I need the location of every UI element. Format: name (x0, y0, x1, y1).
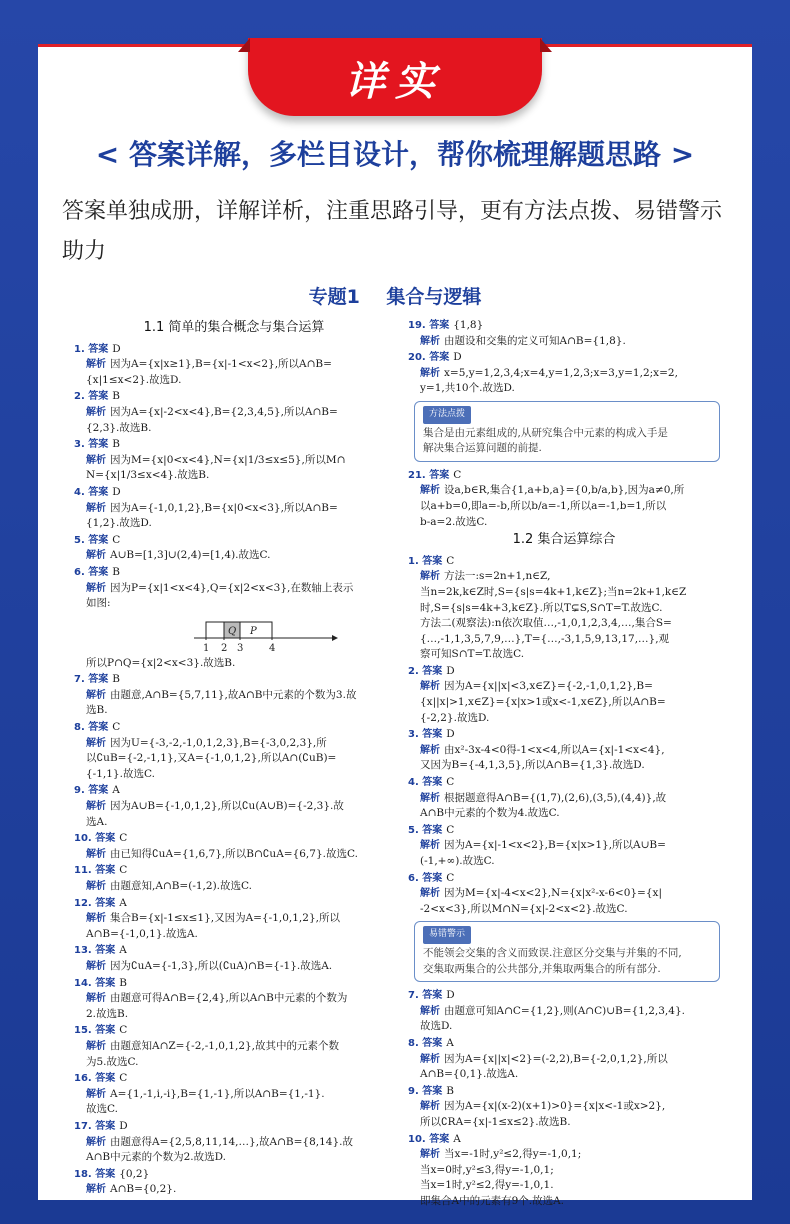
explanation-line: 以a+b=0,即a=-b,所以b/a=-1,所以a=-1,b=1,所以 (420, 499, 667, 512)
answer-header (408, 350, 720, 366)
explanation-label: 解析 (86, 960, 106, 972)
explanation-line: 解析 因为P={x|1<x<4},Q={x|2<x<3},在数轴上表示 (86, 581, 354, 594)
answer-number: 9. 答案 (74, 785, 109, 797)
explanation-line: 时,S={s|s=4k+3,k∈Z}.所以T⊊S,S∩T=T.故选C. (420, 601, 663, 614)
explanation-label: 解析 (86, 913, 106, 925)
explanation-line: 即集合A中的元素有9个.故选A. (420, 1194, 565, 1207)
answer-value: A (112, 784, 120, 797)
tick-label: 1 (203, 642, 210, 654)
answer-number: 1. 答案 (74, 343, 109, 355)
answer-value: C (446, 776, 455, 789)
answer-item (408, 775, 720, 822)
explanation-label: 解析 (420, 367, 440, 379)
section-heading-2: 1.2 集合运算综合 (512, 532, 616, 548)
answer-number: 6. 答案 (74, 566, 109, 578)
label-p: P (250, 625, 257, 637)
answer-item (74, 896, 394, 943)
answer-item (74, 863, 394, 894)
explanation-line: 解析 当x=-1时,y²≤2,得y=-1,0,1; (420, 1148, 582, 1161)
explanation-line: 如图: (86, 597, 111, 610)
answer-number: 2. 答案 (74, 391, 109, 403)
answer-number: 8. 答案 (408, 1037, 443, 1049)
explanation-line: 解析 因为A={x|x≥1},B={x|-1<x<2},所以A∩B= (86, 358, 332, 371)
explanation-label: 解析 (420, 888, 440, 900)
answer-header (74, 672, 394, 688)
answer-number: 19. 答案 (408, 320, 450, 331)
answer-number: 2. 答案 (408, 665, 443, 677)
explanation-line: 当x=0时,y²≤3,得y=-1,0,1; (420, 1163, 554, 1176)
tick-label: 3 (237, 642, 244, 654)
answer-header (408, 554, 720, 570)
topic-name: 集合与逻辑 (386, 286, 482, 308)
answer-header (74, 783, 394, 799)
description: 答案单独成册，详解详析，注重思路引导，更有方法点拨、易错警示助力 (62, 199, 723, 264)
explanation-line: 察可知S∩T=T.故选C. (420, 648, 525, 661)
answer-value: D (446, 728, 455, 741)
explanation-line: N={x|1/3≤x<4}.故选B. (86, 469, 210, 482)
explanation-line: 故选D. (420, 1020, 453, 1033)
explanation-line: 解析 因为M={x|0<x<4},N={x|1/3≤x≤5},所以M∩ (86, 453, 346, 466)
answer-header (408, 318, 720, 334)
answer-number: 7. 答案 (408, 990, 443, 1002)
number-line-figure (74, 614, 394, 654)
banner-title: 详实 (345, 59, 445, 105)
answer-item (74, 783, 394, 830)
answer-number: 5. 答案 (74, 534, 109, 546)
explanation-line: 解析 由题意,A∩B={5,7,11},故A∩B中元素的个数为3.故 (86, 688, 357, 701)
explanation-label: 解析 (420, 1101, 440, 1113)
answer-value: B (112, 565, 120, 578)
answer-value: D (119, 1119, 128, 1132)
answer-item (74, 1119, 394, 1166)
explanation-line: 解析 由题意得A={2,5,8,11,14,…},故A∩B={8,14}.故 (86, 1135, 354, 1148)
answer-value: C (119, 832, 128, 845)
answer-header (74, 896, 394, 912)
explanation-line: {x|1≤x<2}.故选D. (86, 373, 182, 386)
explanation-line: {…,-1,1,3,5,7,9,…},T={…,-3,1,5,9,13,17,…},观 (420, 632, 670, 645)
left-answers (74, 342, 394, 1198)
explanation-line: {-2,2}.故选D. (420, 711, 490, 724)
explanation-line: 选B. (86, 704, 108, 717)
answer-number: 7. 答案 (74, 674, 109, 686)
explanation-label: 解析 (420, 1005, 440, 1017)
error-warning-box (414, 921, 720, 982)
answer-header (74, 565, 394, 581)
answer-header (74, 1119, 394, 1135)
subtitle: < 答案详解，多栏目设计，帮你梳理解题思路 > (95, 138, 695, 171)
answer-item (74, 1167, 394, 1198)
answer-item (74, 656, 394, 672)
explanation-line: 解析 x=5,y=1,2,3,4;x=4,y=1,2,3;x=3,y=1,2;x=2, (420, 366, 678, 379)
explanation-line: 解析 因为A={x|(x-2)(x+1)>0}={x|x<-1或x>2}, (420, 1100, 666, 1113)
answer-item (74, 943, 394, 974)
answer-value: C (446, 823, 455, 836)
explanation-label: 解析 (86, 881, 106, 892)
answer-header (408, 988, 720, 1004)
answer-number: 3. 答案 (408, 729, 443, 741)
answer-value: D (112, 485, 121, 498)
answer-value: A (119, 944, 127, 957)
explanation-label: 解析 (420, 681, 440, 693)
explanation-label: 解析 (86, 801, 106, 813)
tick-label: 2 (221, 642, 228, 654)
answer-item (408, 871, 720, 918)
answer-header (408, 468, 720, 484)
explanation-line: 解析 因为A={x|-2<x<4},B={2,3,4,5},所以A∩B= (86, 405, 338, 418)
right-answers-top (408, 318, 720, 397)
explanation-line: 解析 因为U={-3,-2,-1,0,1,2,3},B={-3,0,2,3},所 (86, 736, 327, 749)
answer-header (74, 720, 394, 736)
answer-header (408, 1084, 720, 1100)
explanation-line: A∩B中元素的个数为4.故选C. (420, 807, 560, 820)
answer-header (74, 831, 394, 847)
answer-value: C (112, 533, 121, 546)
answer-value: D (112, 342, 121, 355)
explanation-label: 解析 (420, 744, 440, 756)
answer-number: 6. 答案 (408, 872, 443, 884)
answer-header (74, 1023, 394, 1039)
answer-value: C (446, 554, 455, 567)
explanation-line: 解析 由题设和交集的定义可知A∩B={1,8}. (420, 334, 626, 347)
answer-item (74, 533, 394, 564)
answer-value: C (119, 864, 128, 877)
explanation-label: 解析 (420, 792, 440, 804)
answer-item (408, 318, 720, 349)
explanation-label: 解析 (86, 454, 106, 466)
answer-number: 13. 答案 (74, 945, 116, 957)
explanation-label: 解析 (86, 993, 106, 1005)
explanation-label: 解析 (86, 582, 106, 594)
explanation-line: {-1,1}.故选C. (86, 767, 155, 780)
answer-header (74, 976, 394, 992)
explanation-line: 所以P∩Q={x|2<x<3}.故选B. (86, 656, 236, 669)
explanation-line: A∩B中元素的个数为2.故选D. (86, 1151, 226, 1164)
explanation-line: 以∁uB={-2,-1,1},又A={-1,0,1,2},所以A∩(∁uB)= (86, 752, 337, 765)
answer-value: C (119, 1024, 128, 1037)
explanation-label: 解析 (420, 840, 440, 852)
explanation-line: 当n=2k,k∈Z时,S={s|s=4k+1,k∈Z};当n=2k+1,k∈Z (420, 585, 687, 598)
answer-number: 10. 答案 (74, 833, 116, 845)
answer-value: B (119, 976, 127, 989)
answer-number: 5. 答案 (408, 824, 443, 836)
explanation-line: 所以∁RA={x|-1≤x≤2}.故选B. (420, 1115, 571, 1128)
answer-header (74, 437, 394, 453)
explanation-line: 故选C. (86, 1103, 118, 1116)
answer-header (408, 823, 720, 839)
explanation-line: 解析 因为M={x|-4<x<2},N={x|x²-x-6<0}={x| (420, 887, 662, 900)
explanation-line: 解析 由已知得∁uA={1,6,7},所以B∩∁uA={6,7}.故选C. (86, 847, 358, 860)
explanation-label: 解析 (420, 335, 440, 347)
explanation-line: 当x=1时,y²≤2,得y=-1,0,1. (420, 1179, 554, 1192)
explanation-label: 解析 (86, 502, 106, 514)
answer-item (408, 727, 720, 774)
explanation-label: 解析 (86, 359, 106, 371)
answer-item (408, 1084, 720, 1131)
method-tip-box (414, 401, 720, 462)
explanation-line: 解析 因为A∪B={-1,0,1,2},所以∁u(A∪B)={-2,3}.故 (86, 800, 344, 813)
answer-value: C (112, 721, 121, 734)
label-q: Q (228, 625, 237, 637)
right-answers-bottom (408, 554, 720, 918)
explanation-label: 解析 (86, 1040, 106, 1052)
answer-number: 18. 答案 (74, 1168, 116, 1180)
topic-number: 专题1 (308, 286, 360, 308)
answer-header (74, 389, 394, 405)
explanation-label: 解析 (420, 571, 440, 583)
answer-item (74, 1071, 394, 1118)
answer-header (74, 1167, 394, 1183)
answer-value: C (453, 468, 462, 481)
explanation-line: 方法二(观察法):n依次取值…,-1,0,1,2,3,4,…,集合S= (420, 617, 672, 630)
section-heading-1: 1.1 简单的集合概念与集合运算 (143, 320, 325, 335)
explanation-line: (-1,+∞).故选C. (420, 855, 495, 867)
answer-value: B (112, 390, 120, 403)
axis-arrow-icon (332, 635, 338, 641)
explanation-line: 选A. (86, 815, 108, 828)
answer-header (74, 342, 394, 358)
explanation-line: 解析 设a,b∈R,集合{1,a+b,a}={0,b/a,b},因为a≠0,所 (420, 484, 685, 497)
answer-value: D (453, 351, 462, 364)
explanation-line: 解析 A∪B=[1,3]∪(2,4)=[1,4).故选C. (86, 549, 271, 562)
explanation-label: 解析 (86, 406, 106, 418)
answer-value: C (446, 871, 455, 884)
explanation-line: 解析 由题意知,A∩B=(-1,2).故选C. (86, 880, 253, 892)
answer-item (74, 389, 394, 436)
explanation-line: 解析 因为A={x||x|<2}=(-2,2),B={-2,0,1,2},所以 (420, 1052, 668, 1065)
answer-header (74, 533, 394, 549)
explanation-line: A∩B={0,1}.故选A. (420, 1068, 519, 1081)
answer-header (74, 943, 394, 959)
answer-item (408, 664, 720, 726)
answer-value: B (446, 1084, 454, 1097)
answer-number: 8. 答案 (74, 722, 109, 734)
answer-item (74, 437, 394, 484)
method-tip-line: 集合是由元素组成的,从研究集合中元素的构成入手是 (423, 426, 668, 439)
error-warning-line: 交集取两集合的公共部分,并集取两集合的所有部分. (423, 962, 661, 975)
answer-value: D (446, 989, 455, 1002)
explanation-line: b-a=2.故选C. (420, 515, 488, 528)
explanation-line: A∩B={-1,0,1}.故选A. (86, 927, 198, 940)
answer-value: C (119, 1072, 128, 1085)
answer-value: B (112, 438, 120, 451)
answer-number: 12. 答案 (74, 897, 116, 909)
explanation-line: 解析 方法一:s=2n+1,n∈Z, (420, 570, 551, 583)
answer-number: 20. 答案 (408, 352, 450, 364)
answer-item (408, 554, 720, 663)
method-tip-title: 方法点拨 (423, 406, 471, 424)
answer-header (408, 1036, 720, 1052)
page-title (38, 282, 752, 309)
number-line-svg (74, 614, 394, 654)
explanation-line: -2<x<3},所以M∩N={x|-2<x<2}.故选C. (420, 902, 628, 915)
answer-header (74, 485, 394, 501)
explanation-label: 解析 (420, 1053, 440, 1065)
answer-value: A (119, 896, 127, 909)
explanation-label: 解析 (86, 1136, 106, 1148)
explanation-label: 解析 (86, 1184, 106, 1196)
answer-item (74, 672, 394, 719)
title-banner (248, 38, 542, 116)
explanation-label: 解析 (86, 689, 106, 701)
answer-number: 16. 答案 (74, 1073, 116, 1085)
answer-number: 17. 答案 (74, 1120, 116, 1132)
explanation-label: 解析 (86, 848, 106, 860)
explanation-line: 解析 由题意可得A∩B={2,4},所以A∩B中元素的个数为 (86, 992, 348, 1005)
explanation-line: {2,3}.故选B. (86, 421, 152, 434)
answer-item (408, 1132, 720, 1210)
answer-header (74, 1071, 394, 1087)
answer-header (408, 871, 720, 887)
explanation-line: 解析 由题意可知A∩C={1,2},则(A∩C)∪B={1,2,3,4}. (420, 1004, 685, 1017)
answer-item (408, 468, 720, 530)
answer-header (74, 863, 394, 879)
explanation-line: 解析 因为A={-1,0,1,2},B={x|0<x<3},所以A∩B= (86, 501, 338, 514)
tick-label: 4 (269, 642, 276, 654)
explanation-line: 解析 因为A={x||x|<3,x∈Z}={-2,-1,0,1,2},B= (420, 680, 653, 693)
right-answers-end (408, 988, 720, 1209)
answer-item (74, 1023, 394, 1070)
answer-number: 3. 答案 (74, 439, 109, 451)
explanation-line: y=1,共10个.故选D. (420, 382, 515, 395)
answer-value: A (446, 1036, 454, 1049)
answer-item (408, 1036, 720, 1083)
explanation-label: 解析 (86, 550, 106, 562)
explanation-line: 解析 A={1,-1,i,-i},B={1,-1},所以A∩B={1,-1}. (86, 1087, 325, 1100)
answer-number: 15. 答案 (74, 1025, 116, 1037)
answer-number: 1. 答案 (408, 555, 443, 567)
explanation-line: 解析 由x²-3x-4<0得-1<x<4,所以A={x|-1<x<4}, (420, 743, 665, 756)
answer-item (408, 350, 720, 397)
answer-number: 11. 答案 (74, 865, 116, 877)
answer-number: 10. 答案 (408, 1133, 450, 1145)
answer-item (74, 565, 394, 654)
answer-item (74, 976, 394, 1023)
explanation-line: 解析 集合B={x|-1≤x≤1},又因为A={-1,0,1,2},所以 (86, 912, 340, 925)
answer-number: 21. 答案 (408, 469, 450, 481)
answer-header (408, 1132, 720, 1148)
answer-header (408, 775, 720, 791)
answer-header (408, 664, 720, 680)
explanation-line: {1,2}.故选D. (86, 517, 152, 530)
explanation-line: 解析 A∩B={0,2}. (86, 1183, 177, 1196)
answer-item (74, 831, 394, 862)
explanation-line: 解析 由题意知A∩Z={-2,-1,0,1,2},故其中的元素个数 (86, 1039, 340, 1052)
answer-item (74, 342, 394, 389)
answer-number: 14. 答案 (74, 977, 116, 989)
explanation-line: 解析 因为∁uA={-1,3},所以(∁uA)∩B={-1}.故选A. (86, 959, 333, 972)
answer-value: B (112, 673, 120, 686)
explanation-line: {x||x|>1,x∈Z}={x|x>1或x<-1,x∈Z},所以A∩B= (420, 696, 666, 709)
explanation-line: 2.故选B. (86, 1007, 129, 1020)
answer-value: D (446, 664, 455, 677)
answer-item (74, 720, 394, 782)
answer-value: A (453, 1132, 461, 1145)
error-warning-title: 易错警示 (423, 926, 471, 944)
answer-number: 4. 答案 (74, 486, 109, 498)
answer-item (408, 823, 720, 870)
explanation-label: 解析 (420, 485, 440, 497)
method-tip-line: 解决集合运算问题的前提. (423, 442, 542, 455)
explanation-line: 为5.故选C. (86, 1055, 139, 1068)
answer-value: {0,2} (119, 1167, 150, 1180)
answer-header (408, 727, 720, 743)
explanation-label: 解析 (86, 737, 106, 749)
left-column (74, 318, 394, 1199)
answer-item (74, 485, 394, 532)
explanation-line: 解析 根据题意得A∩B={(1,7),(2,6),(3,5),(4,4)},故 (420, 791, 667, 804)
right-answers-mid (408, 468, 720, 530)
explanation-label: 解析 (420, 1149, 440, 1161)
answer-item (408, 988, 720, 1035)
explanation-line: 解析 因为A={x|-1<x<2},B={x|x>1},所以A∪B= (420, 839, 666, 852)
answer-number: 4. 答案 (408, 777, 443, 789)
right-column (408, 318, 720, 1210)
answer-value: {1,8} (453, 319, 484, 331)
answer-number: 9. 答案 (408, 1085, 443, 1097)
explanation-line: 又因为B={-4,1,3,5},所以A∩B={1,3}.故选D. (420, 759, 645, 772)
explanation-label: 解析 (86, 1088, 106, 1100)
error-warning-line: 不能领会交集的含义而致误.注意区分交集与并集的不同, (423, 946, 682, 959)
